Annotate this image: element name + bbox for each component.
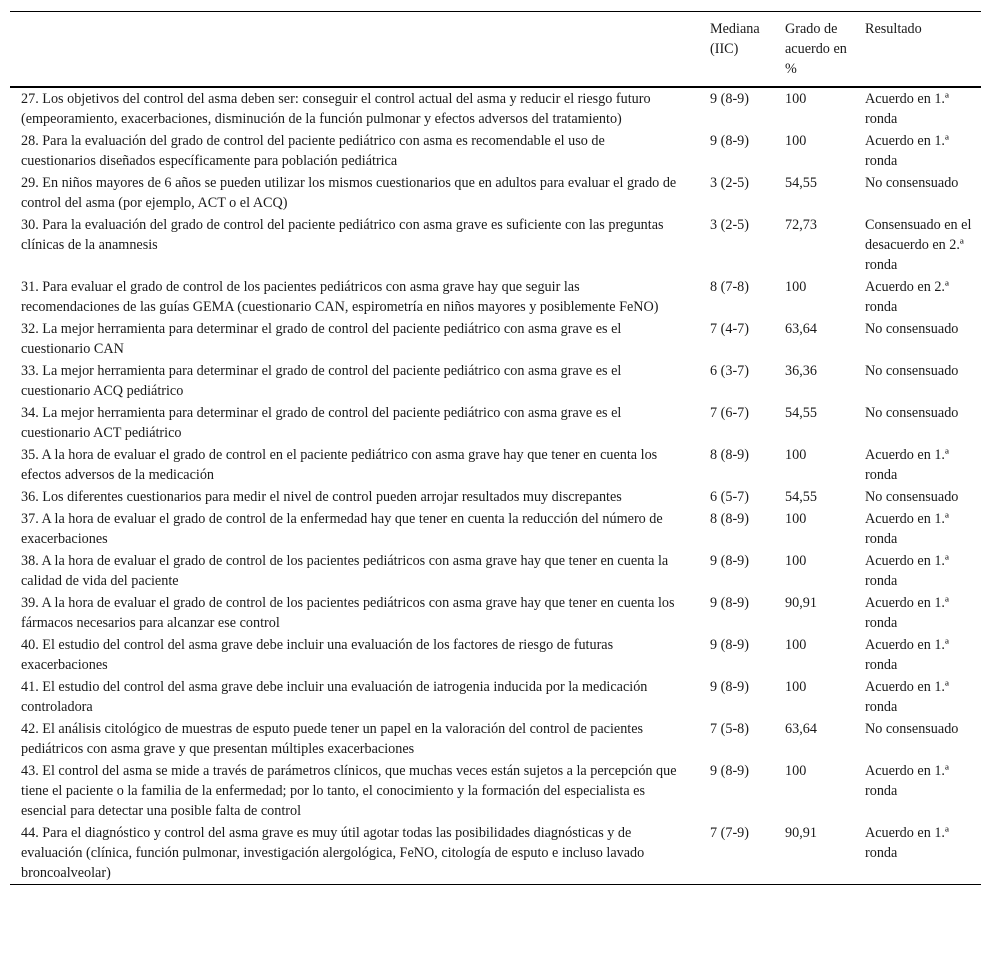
cell-mediana: 9 (8-9) bbox=[710, 133, 750, 149]
cell-item: 39. A la hora de evaluar el grado de control de los pacientes pediátricos con asma grave hay que tener en cuenta los fármacos necesarios para alcanzar ese control bbox=[21, 595, 675, 631]
table-row bbox=[10, 508, 981, 550]
cell-grado: 36,36 bbox=[785, 363, 817, 379]
cell-grado: 72,73 bbox=[785, 217, 817, 233]
cell-mediana: 6 (5-7) bbox=[710, 489, 750, 505]
cell-mediana: 6 (3-7) bbox=[710, 363, 750, 379]
table-header bbox=[10, 12, 981, 88]
table-row bbox=[10, 760, 981, 822]
header-resultado: Resultado bbox=[865, 21, 922, 37]
cell-item: 35. A la hora de evaluar el grado de control en el paciente pediátrico con asma grave hay que tener en cuenta los efectos adversos de la medicación bbox=[21, 447, 658, 483]
cell-mediana: 7 (4-7) bbox=[710, 321, 750, 337]
cell-mediana: 3 (2-5) bbox=[710, 217, 750, 233]
cell-resultado: Acuerdo en 1.ª ronda bbox=[865, 595, 949, 631]
cell-resultado: No consensuado bbox=[865, 405, 959, 421]
cell-mediana: 3 (2-5) bbox=[710, 175, 750, 191]
cell-item: 43. El control del asma se mide a través de parámetros clínicos, que muchas veces están sujetos a la percepción que tiene el paciente o la familia de la enfermedad; por lo tanto, el conocimiento y la formación del especialista es esencial para detectar una posible falta de control bbox=[21, 763, 677, 819]
cell-grado: 100 bbox=[785, 447, 807, 463]
table-row bbox=[10, 172, 981, 214]
cell-mediana: 8 (8-9) bbox=[710, 447, 750, 463]
cell-item: 32. La mejor herramienta para determinar el grado de control del paciente pediátrico con asma grave es el cuestionario CAN bbox=[21, 321, 622, 357]
cell-item: 28. Para la evaluación del grado de control del paciente pediátrico con asma es recomendable el uso de cuestionarios diseñados específicamente para población pediátrica bbox=[21, 133, 605, 169]
cell-grado: 54,55 bbox=[785, 175, 817, 191]
cell-mediana: 7 (6-7) bbox=[710, 405, 750, 421]
cell-mediana: 9 (8-9) bbox=[710, 91, 750, 107]
cell-item: 42. El análisis citológico de muestras de esputo puede tener un papel en la valoración del control de pacientes pediátricos con asma grave y que presentan múltiples exacerbaciones bbox=[21, 721, 644, 757]
cell-grado: 90,91 bbox=[785, 825, 817, 841]
table-row bbox=[10, 318, 981, 360]
cell-grado: 100 bbox=[785, 763, 807, 779]
cell-item: 30. Para la evaluación del grado de control del paciente pediátrico con asma grave es suficiente con las preguntas clínicas de la anamnesis bbox=[21, 217, 664, 253]
cell-mediana: 8 (8-9) bbox=[710, 511, 750, 527]
cell-item: 44. Para el diagnóstico y control del asma grave es muy útil agotar todas las posibilidades diagnósticas y de evaluación (clínica, función pulmonar, investigación alergológica, FeNO, citología de esputo e incluso lavado broncoalveolar) bbox=[21, 825, 645, 881]
cell-mediana: 9 (8-9) bbox=[710, 553, 750, 569]
cell-resultado: Acuerdo en 2.ª ronda bbox=[865, 279, 949, 315]
header-mediana: Mediana (IIC) bbox=[710, 21, 760, 57]
table-row bbox=[10, 486, 981, 508]
cell-resultado: Acuerdo en 1.ª ronda bbox=[865, 763, 949, 799]
cell-mediana: 9 (8-9) bbox=[710, 637, 750, 653]
cell-resultado: Acuerdo en 1.ª ronda bbox=[865, 637, 949, 673]
cell-resultado: No consensuado bbox=[865, 363, 959, 379]
cell-resultado: Acuerdo en 1.ª ronda bbox=[865, 825, 949, 861]
table-row bbox=[10, 822, 981, 885]
cell-mediana: 7 (5-8) bbox=[710, 721, 750, 737]
cell-grado: 54,55 bbox=[785, 489, 817, 505]
cell-resultado: Acuerdo en 1.ª ronda bbox=[865, 511, 949, 547]
cell-grado: 63,64 bbox=[785, 321, 817, 337]
header-row bbox=[10, 12, 981, 88]
cell-grado: 100 bbox=[785, 553, 807, 569]
cell-resultado: Acuerdo en 1.ª ronda bbox=[865, 553, 949, 589]
cell-grado: 100 bbox=[785, 279, 807, 295]
table-row bbox=[10, 634, 981, 676]
table-row bbox=[10, 444, 981, 486]
cell-item: 40. El estudio del control del asma grave debe incluir una evaluación de los factores de riesgo de futuras exacerbaciones bbox=[21, 637, 614, 673]
cell-resultado: Acuerdo en 1.ª ronda bbox=[865, 447, 949, 483]
table-row bbox=[10, 214, 981, 276]
table-row bbox=[10, 676, 981, 718]
cell-grado: 100 bbox=[785, 91, 807, 107]
cell-item: 34. La mejor herramienta para determinar el grado de control del paciente pediátrico con asma grave es el cuestionario ACT pediátrico bbox=[21, 405, 622, 441]
cell-item: 41. El estudio del control del asma grave debe incluir una evaluación de iatrogenia inducida por la medicación controladora bbox=[21, 679, 648, 715]
cell-mediana: 9 (8-9) bbox=[710, 679, 750, 695]
consensus-table bbox=[10, 11, 981, 885]
cell-mediana: 9 (8-9) bbox=[710, 763, 750, 779]
cell-grado: 90,91 bbox=[785, 595, 817, 611]
cell-resultado: Acuerdo en 1.ª ronda bbox=[865, 133, 949, 169]
cell-item: 27. Los objetivos del control del asma deben ser: conseguir el control actual del asma y reducir el riesgo futuro (empeoramiento, exacerbaciones, disminución de la función pulmonar y efectos adversos del tratamiento) bbox=[21, 91, 651, 127]
cell-item: 36. Los diferentes cuestionarios para medir el nivel de control pueden arrojar resultados muy discrepantes bbox=[21, 489, 622, 505]
cell-resultado: No consensuado bbox=[865, 489, 959, 505]
header-item bbox=[10, 12, 710, 88]
cell-resultado: Acuerdo en 1.ª ronda bbox=[865, 91, 949, 127]
cell-item: 31. Para evaluar el grado de control de los pacientes pediátricos con asma grave hay que seguir las recomendaciones de las guías GEMA (cuestionario CAN, espirometría en niños mayores y posiblemente FeNO) bbox=[21, 279, 659, 315]
cell-item: 33. La mejor herramienta para determinar el grado de control del paciente pediátrico con asma grave es el cuestionario ACQ pediátrico bbox=[21, 363, 622, 399]
cell-item: 37. A la hora de evaluar el grado de control de la enfermedad hay que tener en cuenta la reducción del número de exacerbaciones bbox=[21, 511, 663, 547]
cell-grado: 100 bbox=[785, 679, 807, 695]
table-row bbox=[10, 550, 981, 592]
cell-grado: 100 bbox=[785, 133, 807, 149]
table-row bbox=[10, 276, 981, 318]
cell-resultado: No consensuado bbox=[865, 321, 959, 337]
table-row bbox=[10, 718, 981, 760]
cell-resultado: No consensuado bbox=[865, 175, 959, 191]
cell-grado: 100 bbox=[785, 511, 807, 527]
table-row bbox=[10, 360, 981, 402]
cell-grado: 100 bbox=[785, 637, 807, 653]
header-grado: Grado de acuerdo en % bbox=[785, 21, 847, 77]
cell-mediana: 9 (8-9) bbox=[710, 595, 750, 611]
cell-item: 29. En niños mayores de 6 años se pueden utilizar los mismos cuestionarios que en adultos para evaluar el grado de control del asma (por ejemplo, ACT o el ACQ) bbox=[21, 175, 677, 211]
cell-resultado: No consensuado bbox=[865, 721, 959, 737]
table-body bbox=[10, 87, 981, 885]
cell-grado: 63,64 bbox=[785, 721, 817, 737]
cell-resultado: Consensuado en el desacuerdo en 2.ª ronda bbox=[865, 217, 972, 273]
cell-resultado: Acuerdo en 1.ª ronda bbox=[865, 679, 949, 715]
cell-mediana: 7 (7-9) bbox=[710, 825, 750, 841]
table-row bbox=[10, 87, 981, 130]
table-row bbox=[10, 402, 981, 444]
table-row bbox=[10, 130, 981, 172]
table-row bbox=[10, 592, 981, 634]
cell-mediana: 8 (7-8) bbox=[710, 279, 750, 295]
cell-item: 38. A la hora de evaluar el grado de control de los pacientes pediátricos con asma grave hay que tener en cuenta la calidad de vida del paciente bbox=[21, 553, 669, 589]
cell-grado: 54,55 bbox=[785, 405, 817, 421]
